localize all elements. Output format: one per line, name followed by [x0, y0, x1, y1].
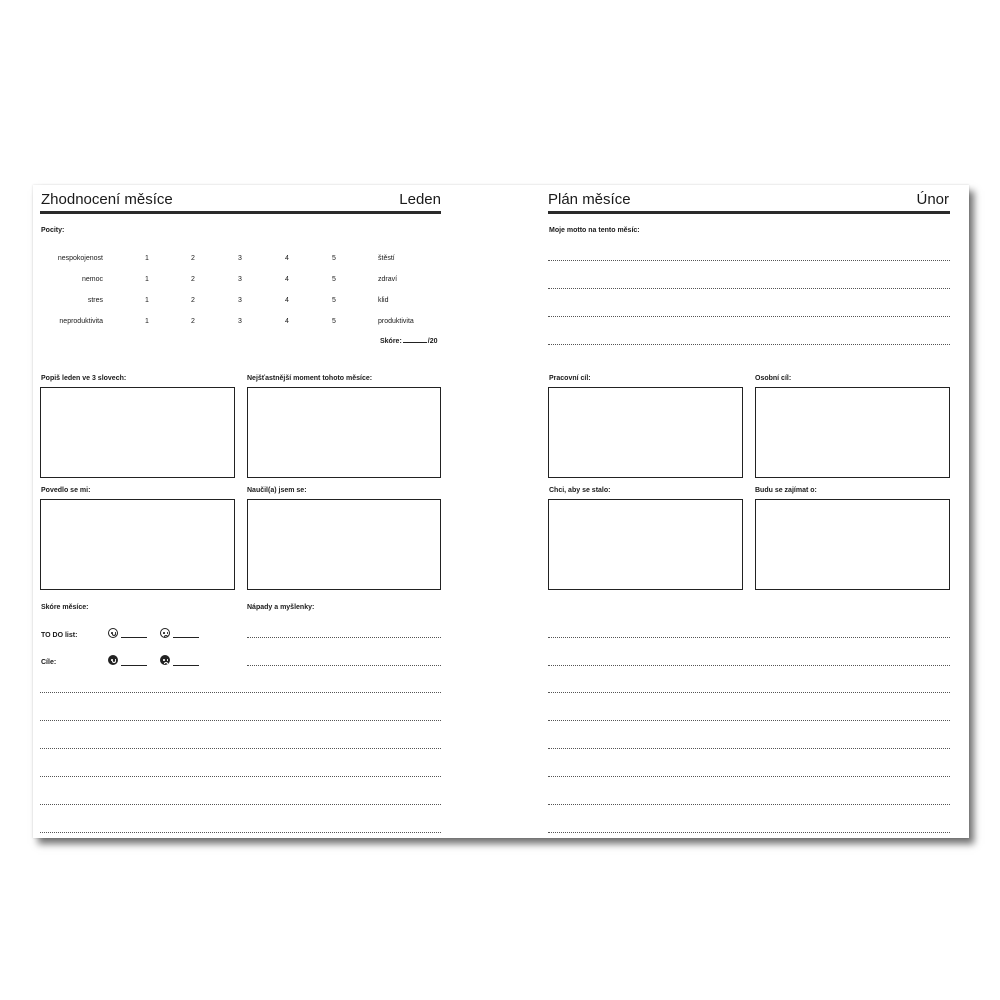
todo-sad-blank[interactable] [173, 637, 199, 638]
motto-dotted-line[interactable] [548, 288, 950, 289]
feeling-low-label: nespokojenost [57, 255, 103, 262]
learned-box[interactable] [247, 499, 441, 590]
goals-sad-blank[interactable] [173, 665, 199, 666]
sad-outline-icon [160, 628, 170, 638]
goals-happy-blank[interactable] [121, 665, 147, 666]
feeling-low-label: stres [87, 297, 103, 304]
motto-dotted-line[interactable] [548, 260, 950, 261]
notes-dotted-line[interactable] [548, 637, 950, 638]
right-page-month: Únor [916, 191, 949, 208]
ideas-dotted-line[interactable] [247, 637, 441, 638]
goals-label: Cíle: [41, 659, 57, 666]
scale-option[interactable]: 2 [191, 297, 195, 304]
interest-box[interactable] [755, 499, 950, 590]
smiley-filled-icon [108, 655, 118, 665]
notes-dotted-line[interactable] [40, 804, 441, 805]
happiest-label: Nejšťastnější moment tohoto měsíce: [247, 375, 373, 382]
want-happen-box[interactable] [548, 499, 743, 590]
notes-dotted-line[interactable] [40, 720, 441, 721]
todo-happy-blank[interactable] [121, 637, 147, 638]
describe-label: Popiš leden ve 3 slovech: [41, 375, 127, 382]
work-goal-box[interactable] [548, 387, 743, 478]
right-title-rule [548, 211, 950, 214]
ideas-label: Nápady a myšlenky: [247, 604, 315, 611]
scale-option[interactable]: 3 [238, 255, 242, 262]
scale-option[interactable]: 1 [145, 276, 149, 283]
notes-dotted-line[interactable] [548, 832, 950, 833]
learned-label: Naučil(a) jsem se: [247, 487, 307, 494]
work-goal-label: Pracovní cíl: [549, 375, 591, 382]
feeling-high-label: produktivita [378, 318, 414, 325]
interest-label: Budu se zajímat o: [755, 487, 817, 494]
notes-dotted-line[interactable] [548, 776, 950, 777]
scale-option[interactable]: 3 [238, 276, 242, 283]
scale-option[interactable]: 3 [238, 297, 242, 304]
scale-option[interactable]: 5 [332, 318, 336, 325]
scale-option[interactable]: 1 [145, 318, 149, 325]
scale-option[interactable]: 1 [145, 255, 149, 262]
smiley-outline-icon [108, 628, 118, 638]
notes-dotted-line[interactable] [548, 804, 950, 805]
score-label: Skóre: [380, 338, 402, 345]
motto-dotted-line[interactable] [548, 344, 950, 345]
left-page-month: Leden [399, 191, 441, 208]
scale-option[interactable]: 4 [285, 276, 289, 283]
right-page [501, 185, 969, 838]
ideas-dotted-line[interactable] [247, 665, 441, 666]
feeling-low-label: nemoc [81, 276, 103, 283]
score-total: /20 [427, 338, 438, 345]
scale-option[interactable]: 2 [191, 255, 195, 262]
notes-dotted-line[interactable] [40, 776, 441, 777]
score-blank[interactable] [403, 342, 427, 343]
scale-option[interactable]: 5 [332, 276, 336, 283]
score-line [380, 338, 438, 345]
notes-dotted-line[interactable] [40, 832, 441, 833]
scale-option[interactable]: 4 [285, 297, 289, 304]
notes-dotted-line[interactable] [40, 748, 441, 749]
month-score-label: Skóre měsíce: [41, 604, 89, 611]
describe-box[interactable] [40, 387, 235, 478]
notes-dotted-line[interactable] [40, 692, 441, 693]
scale-option[interactable]: 4 [285, 255, 289, 262]
scale-option[interactable]: 3 [238, 318, 242, 325]
notes-dotted-line[interactable] [548, 692, 950, 693]
succeeded-label: Povedlo se mi: [41, 487, 91, 494]
left-page-title: Zhodnocení měsíce [41, 191, 173, 208]
todo-label: TO DO list: [41, 632, 78, 639]
notes-dotted-line[interactable] [548, 720, 950, 721]
notes-dotted-line[interactable] [548, 665, 950, 666]
feeling-high-label: zdraví [378, 276, 398, 283]
feeling-high-label: klid [378, 297, 389, 304]
scale-option[interactable]: 2 [191, 318, 195, 325]
left-page [33, 185, 501, 838]
scale-option[interactable]: 4 [285, 318, 289, 325]
sad-filled-icon [160, 655, 170, 665]
right-page-title: Plán měsíce [548, 191, 631, 208]
planner-spread [33, 185, 969, 838]
personal-goal-box[interactable] [755, 387, 950, 478]
notes-dotted-line[interactable] [548, 748, 950, 749]
feeling-high-label: štěstí [378, 255, 395, 262]
motto-dotted-line[interactable] [548, 316, 950, 317]
feeling-low-label: neproduktivita [59, 318, 103, 325]
scale-option[interactable]: 5 [332, 297, 336, 304]
left-title-rule [40, 211, 441, 214]
scale-option[interactable]: 5 [332, 255, 336, 262]
motto-label: Moje motto na tento měsíc: [549, 227, 640, 234]
want-happen-label: Chci, aby se stalo: [549, 487, 611, 494]
scale-option[interactable]: 1 [145, 297, 149, 304]
personal-goal-label: Osobní cíl: [755, 375, 792, 382]
scale-option[interactable]: 2 [191, 276, 195, 283]
feelings-label: Pocity: [41, 227, 65, 234]
happiest-box[interactable] [247, 387, 441, 478]
succeeded-box[interactable] [40, 499, 235, 590]
